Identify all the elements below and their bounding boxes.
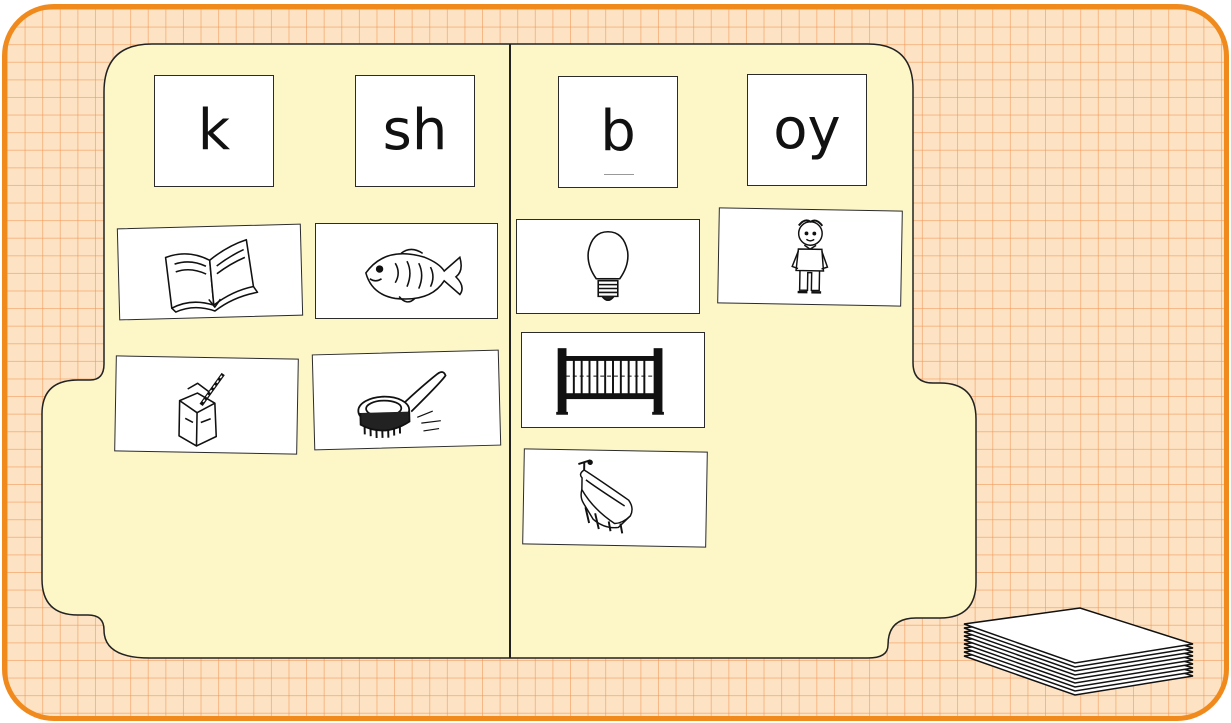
picture-card-light-bulb[interactable] [516, 219, 700, 314]
letter-card-b[interactable] [558, 76, 678, 188]
book-icon [118, 225, 302, 320]
letter-k: k [197, 98, 231, 163]
letter-oy: oy [773, 97, 841, 162]
milk-carton-icon [115, 356, 298, 453]
brush-icon [313, 351, 500, 450]
picture-card-milk-carton[interactable] [114, 355, 299, 454]
letter-underline [604, 174, 634, 175]
card-stack-icon[interactable] [958, 605, 1198, 715]
picture-card-book[interactable] [117, 224, 303, 321]
picture-card-fish[interactable] [315, 223, 498, 319]
picture-card-crib[interactable] [521, 332, 705, 428]
light-bulb-icon [517, 220, 699, 313]
picture-card-brush[interactable] [312, 350, 501, 451]
letter-card-oy[interactable] [747, 74, 867, 186]
crib-icon [522, 333, 704, 427]
letter-b: b [600, 99, 636, 164]
picture-card-bathtub[interactable] [522, 448, 708, 547]
letter-card-k[interactable] [154, 75, 274, 187]
fish-icon [316, 224, 497, 318]
letter-card-sh[interactable] [355, 75, 475, 187]
letter-sh: sh [382, 98, 448, 163]
picture-card-boy[interactable] [717, 207, 903, 306]
boy-icon [718, 208, 902, 305]
bathtub-icon [523, 449, 707, 546]
